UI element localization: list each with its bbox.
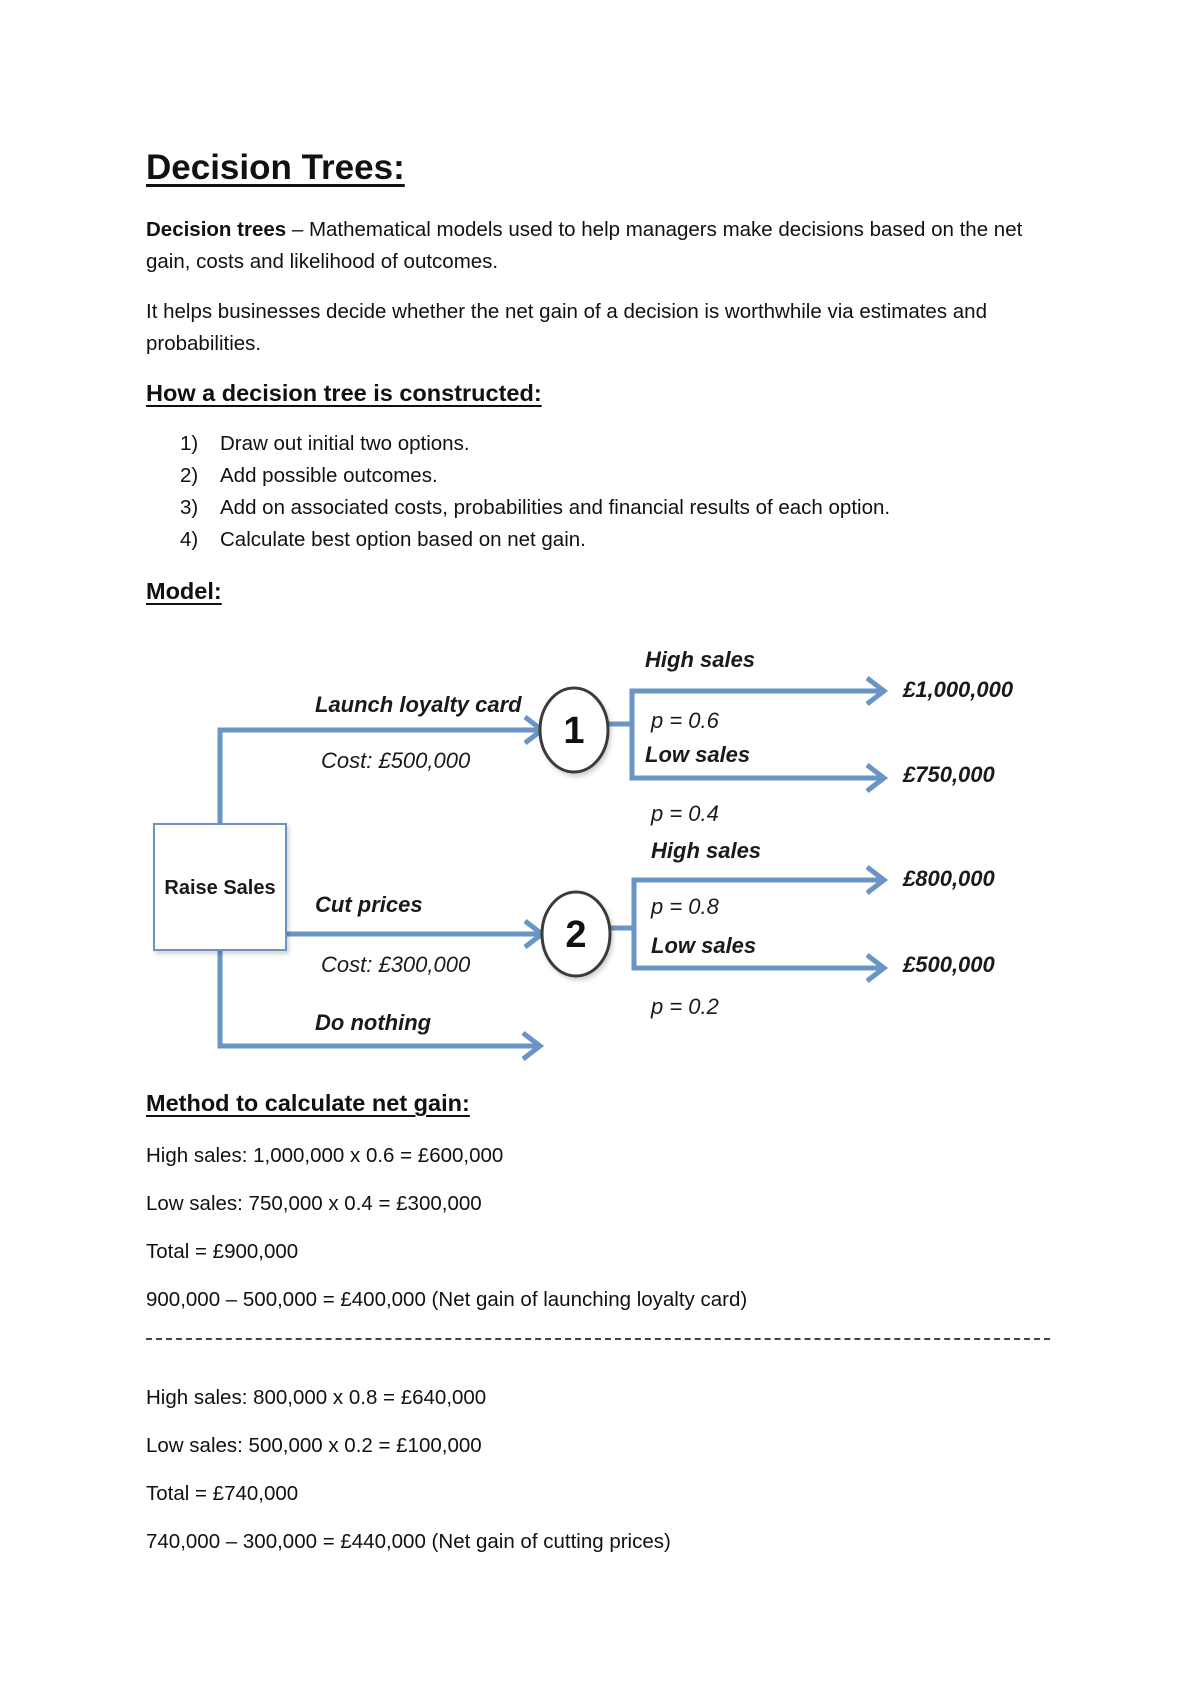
calc-line: High sales: 1,000,000 x 0.6 = £600,000 (146, 1144, 504, 1167)
option1-cost: Cost: £500,000 (321, 748, 471, 773)
construct-heading: How a decision tree is constructed: (146, 380, 542, 406)
option1-low-value: £750,000 (903, 762, 995, 787)
dashed-divider (146, 1338, 1050, 1340)
calc-line: 900,000 – 500,000 = £400,000 (Net gain of launching loyalty card) (146, 1288, 748, 1311)
option2-high-label: High sales (651, 838, 762, 863)
page-title: Decision Trees: (146, 148, 405, 187)
construct-steps (180, 428, 890, 556)
option2-low-label: Low sales (651, 933, 757, 958)
option1-low-probability: p = 0.4 (651, 801, 719, 826)
list-item: 4) Calculate best option based on net gain. (180, 528, 586, 551)
option1-high-probability: p = 0.6 (651, 708, 719, 733)
option1-high-label: High sales (645, 647, 756, 672)
option3-label: Do nothing (315, 1010, 432, 1035)
intro-paragraph: It helps businesses decide whether the net gain of a decision is worthwhile via estimates and probabilities. (146, 300, 987, 355)
option2-high-probability: p = 0.8 (651, 894, 719, 919)
option2-low-value: £500,000 (903, 952, 995, 977)
outcome-line-2-high (609, 880, 882, 928)
definition-term: Decision trees (146, 218, 287, 241)
list-item: 3) Add on associated costs, probabilities and financial results of each option. (180, 496, 891, 519)
root-label: Raise Sales (164, 877, 276, 899)
definition-text: – Mathematical models used to help managers make decisions based on the net gain, costs and likelihood of outcomes. (146, 218, 1023, 273)
decision-tree-diagram (0, 600, 1200, 1080)
option1-high-value: £1,000,000 (903, 677, 1014, 702)
branch-line-option1 (220, 730, 540, 824)
calc-line: Total = £900,000 (146, 1240, 299, 1263)
option2-high-value: £800,000 (903, 866, 995, 891)
option2-cost: Cost: £300,000 (321, 952, 471, 977)
outcome-line-1-high (607, 691, 882, 724)
list-item: 1) Draw out initial two options. (180, 432, 470, 455)
model-heading: Model: (146, 578, 222, 604)
option2-low-probability: p = 0.2 (651, 994, 719, 1019)
list-item: 2) Add possible outcomes. (180, 464, 438, 487)
method-heading: Method to calculate net gain: (146, 1090, 470, 1116)
chance-node-2-label: 2 (565, 914, 587, 956)
calc-line: 740,000 – 300,000 = £440,000 (Net gain of cutting prices) (146, 1530, 671, 1553)
option1-low-label: Low sales (645, 742, 751, 767)
definition-paragraph (146, 214, 1066, 278)
calc-line: Low sales: 500,000 x 0.2 = £100,000 (146, 1434, 482, 1457)
chance-node-1-label: 1 (563, 710, 585, 752)
calc-line: High sales: 800,000 x 0.8 = £640,000 (146, 1386, 487, 1409)
calc-line: Total = £740,000 (146, 1482, 299, 1505)
calc-line: Low sales: 750,000 x 0.4 = £300,000 (146, 1192, 482, 1215)
option2-label: Cut prices (315, 892, 423, 917)
option1-label: Launch loyalty card (315, 692, 522, 717)
